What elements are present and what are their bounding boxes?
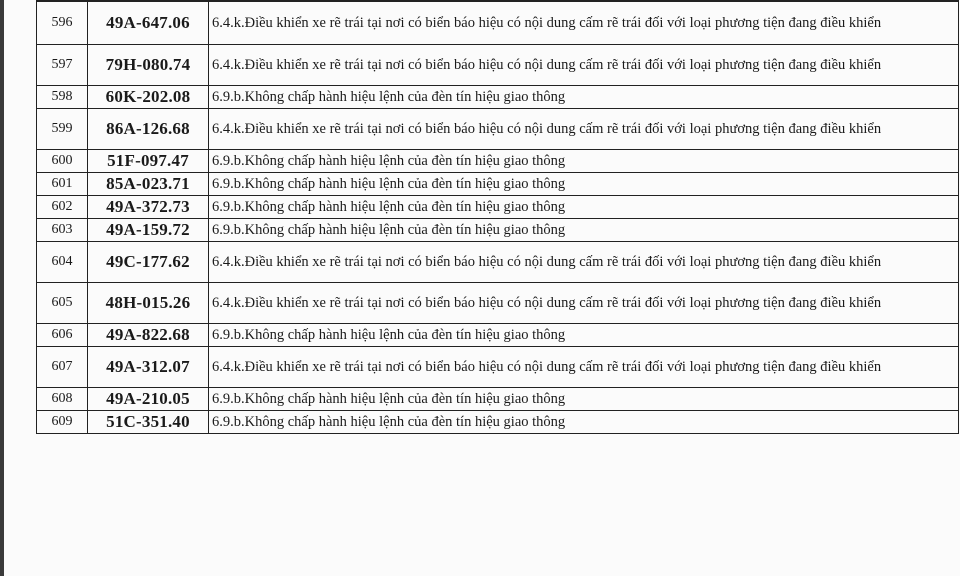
page-edge [0, 0, 4, 576]
row-number: 603 [37, 219, 88, 242]
table-row [37, 45, 959, 86]
license-plate: 49A-372.73 [88, 196, 209, 219]
row-number: 599 [37, 109, 88, 150]
table-row [37, 411, 959, 434]
violation-description: 6.4.k.Điều khiển xe rẽ trái tại nơi có biển báo hiệu có nội dung cấm rẽ trái đối với loại phương tiện đang điều khiển [209, 283, 959, 324]
table-row [37, 219, 959, 242]
row-number: 608 [37, 388, 88, 411]
row-number: 600 [37, 150, 88, 173]
row-number: 598 [37, 86, 88, 109]
table-row [37, 1, 959, 45]
table-row [37, 150, 959, 173]
table-row [37, 388, 959, 411]
license-plate: 79H-080.74 [88, 45, 209, 86]
license-plate: 48H-015.26 [88, 283, 209, 324]
violation-description: 6.4.k.Điều khiển xe rẽ trái tại nơi có biển báo hiệu có nội dung cấm rẽ trái đối với loại phương tiện đang điều khiển [209, 45, 959, 86]
row-number: 607 [37, 347, 88, 388]
row-number: 601 [37, 173, 88, 196]
license-plate: 49A-159.72 [88, 219, 209, 242]
row-number: 606 [37, 324, 88, 347]
violation-description: 6.9.b.Không chấp hành hiệu lệnh của đèn tín hiệu giao thông [209, 173, 959, 196]
license-plate: 51F-097.47 [88, 150, 209, 173]
violation-description: 6.4.k.Điều khiển xe rẽ trái tại nơi có biển báo hiệu có nội dung cấm rẽ trái đối với loại phương tiện đang điều khiển [209, 1, 959, 45]
violation-description: 6.4.k.Điều khiển xe rẽ trái tại nơi có biển báo hiệu có nội dung cấm rẽ trái đối với loại phương tiện đang điều khiển [209, 242, 959, 283]
license-plate: 49A-647.06 [88, 1, 209, 45]
license-plate: 49A-210.05 [88, 388, 209, 411]
violation-description: 6.9.b.Không chấp hành hiệu lệnh của đèn tín hiệu giao thông [209, 324, 959, 347]
table-row [37, 347, 959, 388]
license-plate: 49A-822.68 [88, 324, 209, 347]
license-plate: 86A-126.68 [88, 109, 209, 150]
violation-description: 6.9.b.Không chấp hành hiệu lệnh của đèn tín hiệu giao thông [209, 388, 959, 411]
row-number: 596 [37, 1, 88, 45]
table-row [37, 324, 959, 347]
table-row [37, 173, 959, 196]
table-row [37, 196, 959, 219]
violations-table [36, 0, 959, 434]
row-number: 605 [37, 283, 88, 324]
table-row [37, 109, 959, 150]
violation-description: 6.4.k.Điều khiển xe rẽ trái tại nơi có biển báo hiệu có nội dung cấm rẽ trái đối với loại phương tiện đang điều khiển [209, 347, 959, 388]
violation-description: 6.4.k.Điều khiển xe rẽ trái tại nơi có biển báo hiệu có nội dung cấm rẽ trái đối với loại phương tiện đang điều khiển [209, 109, 959, 150]
row-number: 604 [37, 242, 88, 283]
license-plate: 85A-023.71 [88, 173, 209, 196]
table-row [37, 283, 959, 324]
license-plate: 60K-202.08 [88, 86, 209, 109]
license-plate: 49A-312.07 [88, 347, 209, 388]
row-number: 597 [37, 45, 88, 86]
table-row [37, 242, 959, 283]
violation-description: 6.9.b.Không chấp hành hiệu lệnh của đèn tín hiệu giao thông [209, 196, 959, 219]
license-plate: 49C-177.62 [88, 242, 209, 283]
violation-description: 6.9.b.Không chấp hành hiệu lệnh của đèn tín hiệu giao thông [209, 219, 959, 242]
violations-table-wrapper [36, 0, 952, 434]
violation-description: 6.9.b.Không chấp hành hiệu lệnh của đèn tín hiệu giao thông [209, 150, 959, 173]
row-number: 609 [37, 411, 88, 434]
license-plate: 51C-351.40 [88, 411, 209, 434]
row-number: 602 [37, 196, 88, 219]
violation-description: 6.9.b.Không chấp hành hiệu lệnh của đèn tín hiệu giao thông [209, 86, 959, 109]
table-row [37, 86, 959, 109]
violation-description: 6.9.b.Không chấp hành hiệu lệnh của đèn tín hiệu giao thông [209, 411, 959, 434]
